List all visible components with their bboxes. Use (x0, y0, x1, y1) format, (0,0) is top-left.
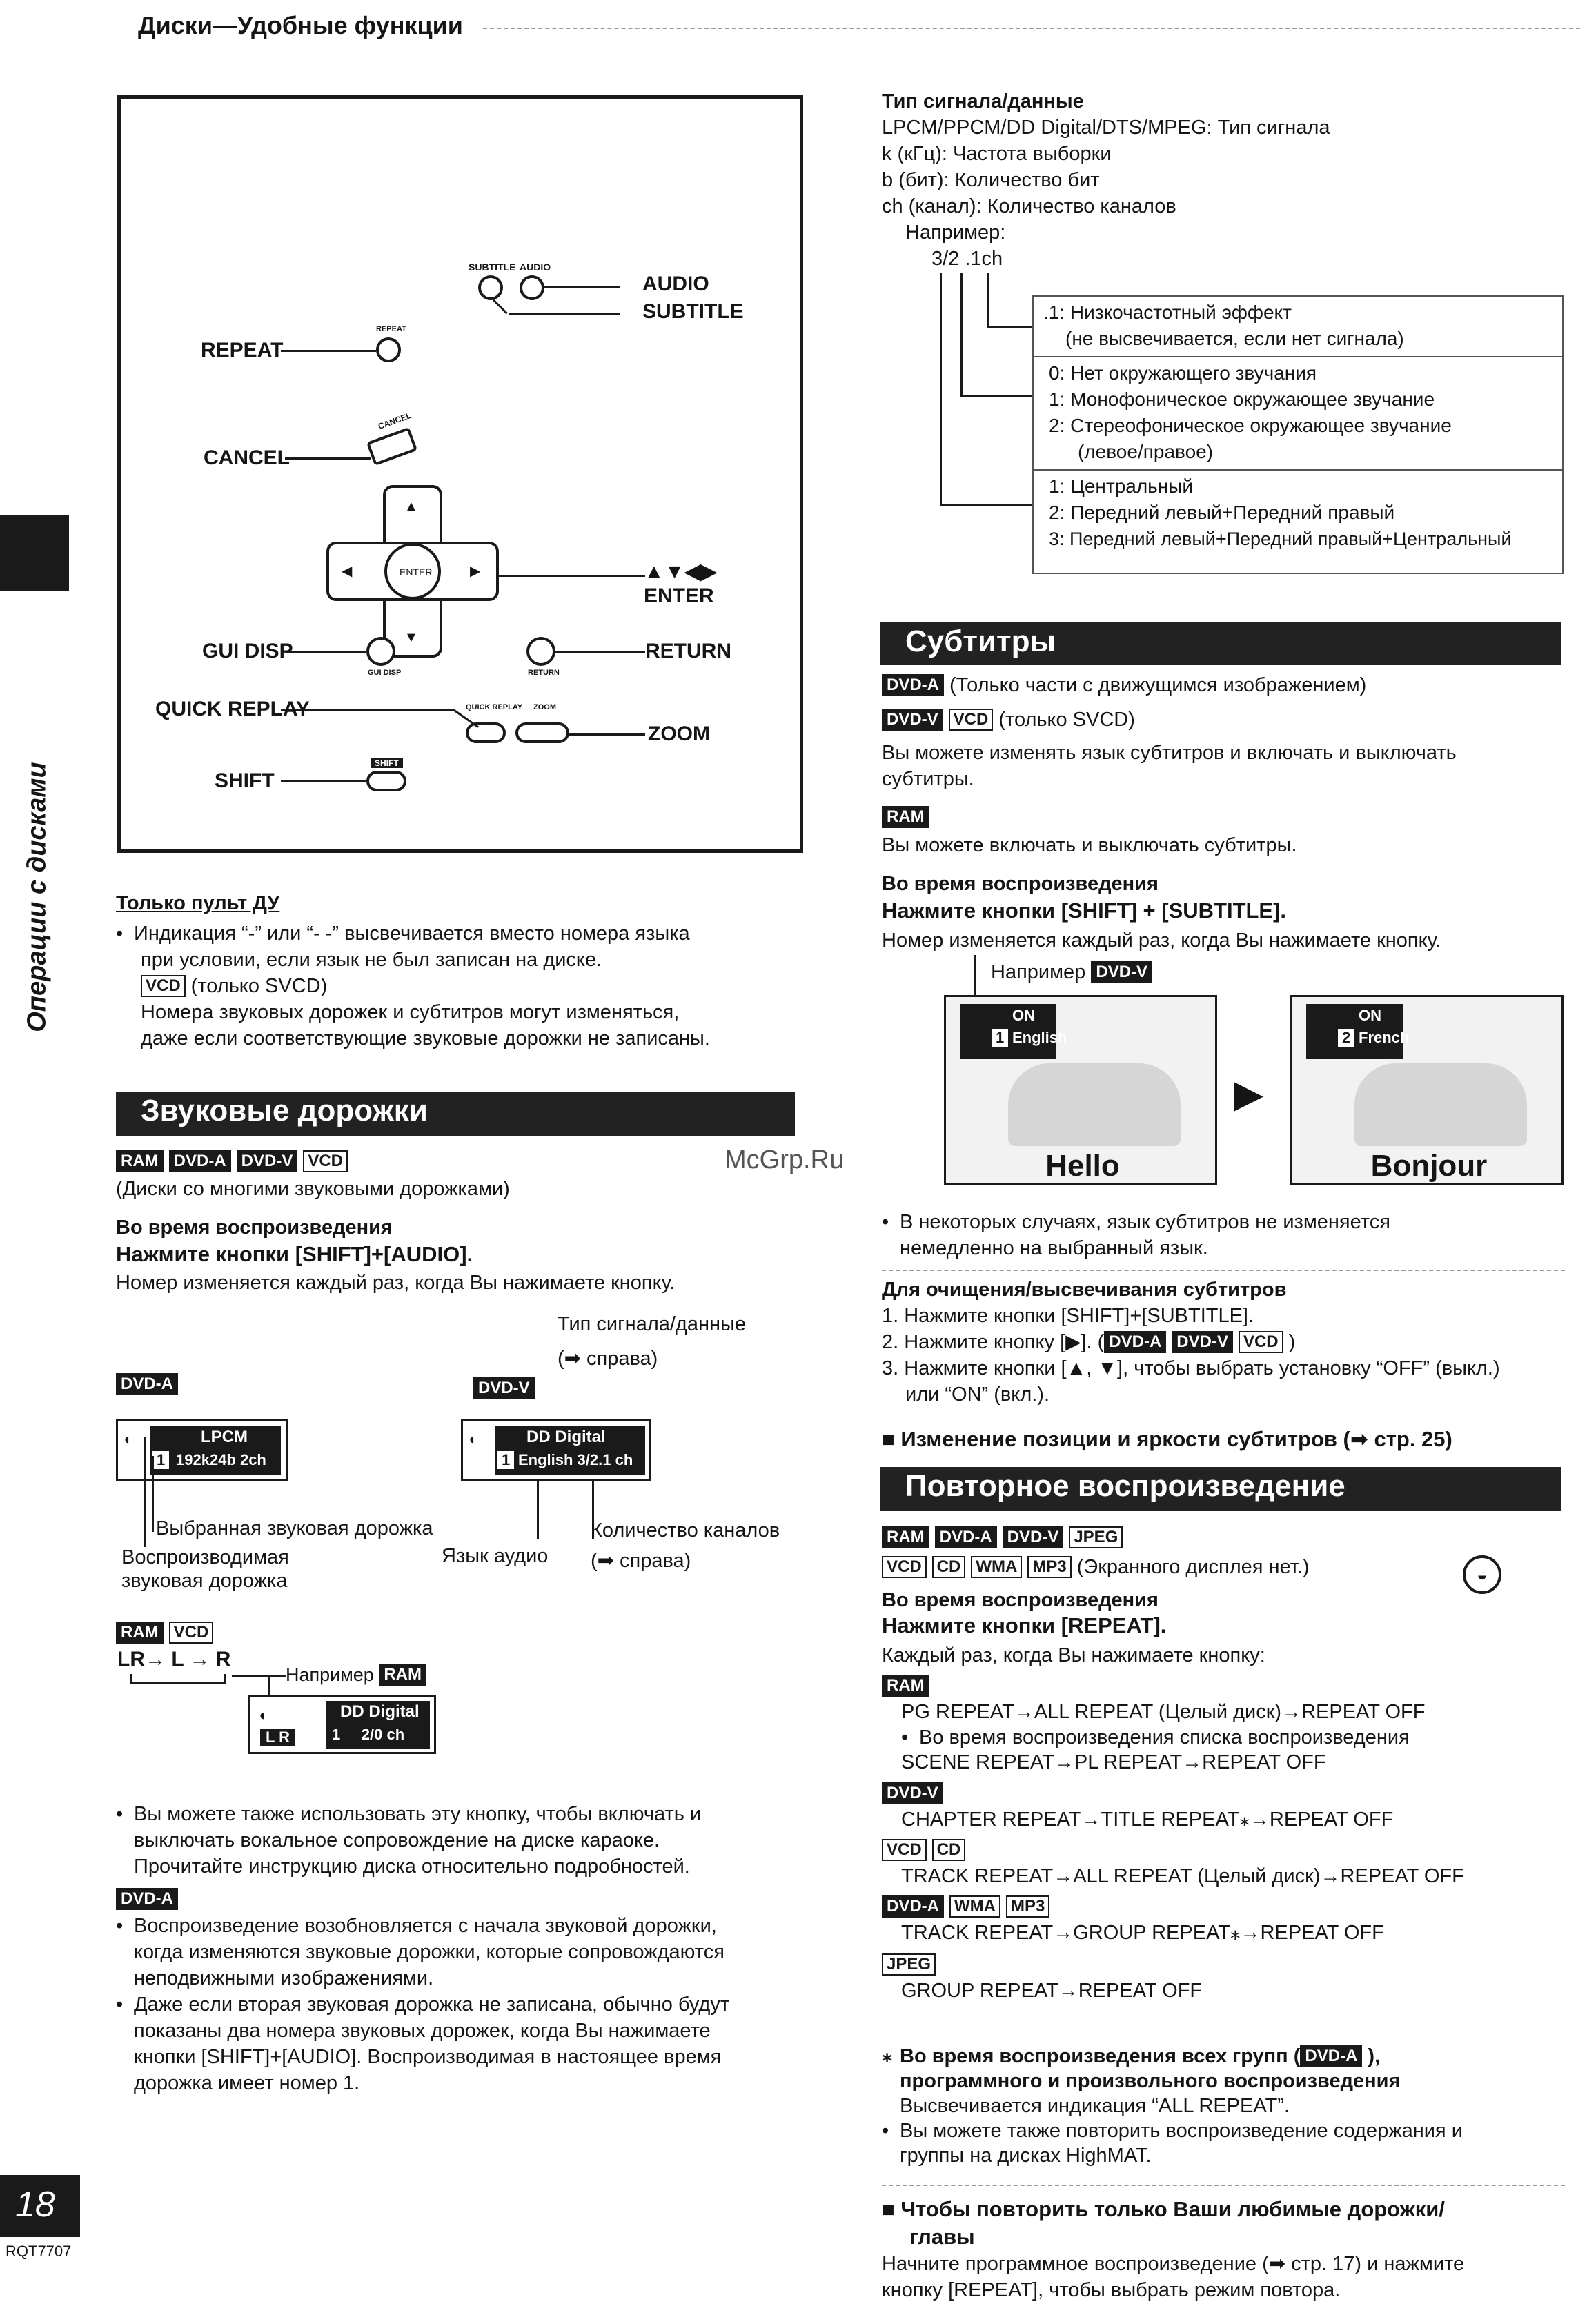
square-bullet-icon: ■ (882, 1427, 901, 1451)
shift-label: SHIFT (215, 769, 275, 792)
example-label: Например RAM (286, 1662, 432, 1688)
subtitle-label: SUBTITLE (642, 300, 744, 323)
enter-button-label: ENTER (400, 567, 433, 578)
page-header-title: Диски—Удобные функции (138, 11, 463, 39)
audio-during-heading: Во время воспроизведения (116, 1217, 393, 1239)
subs-delay-note: • В некоторых случаях, язык субтитров не изменяется немедленно на выбранный язык. (882, 1211, 1390, 1259)
shift-button[interactable] (366, 771, 406, 791)
favorite-repeat-text: Начните программное воспроизведение (➡ стр. 17) и нажмите кнопку [REPEAT], чтобы выбрать режим повтора. (882, 2253, 1465, 2301)
audio-signal-ref: (➡ справа) (558, 1348, 658, 1370)
speaker-figures-icon (1008, 1063, 1181, 1146)
subs-dvdv-line: DVD-V VCD (только SVCD) (882, 707, 1135, 733)
selected-track-label: Выбранная звуковая дорожка (156, 1517, 433, 1539)
dvdv-badge: DVD-V (1172, 1331, 1233, 1353)
zoom-button-label: ZOOM (533, 703, 556, 711)
gui-disp-button-label: GUI DISP (368, 669, 402, 677)
return-label: RETURN (645, 640, 731, 662)
side-tab-block (0, 515, 69, 591)
subs-press-instruction: Нажмите кнопки [SHIFT] + [SUBTITLE]. (882, 898, 1287, 923)
vcd-badge: VCD (141, 975, 186, 997)
side-tab-label: Операции с дисками (22, 762, 52, 1032)
cancel-button[interactable] (366, 427, 417, 466)
repeat-label: REPEAT (201, 339, 284, 362)
square-bullet-icon: ■ (882, 2197, 901, 2221)
playing-track-label: Воспроизводимая звуковая дорожка (121, 1546, 289, 1592)
remote-diagram (117, 95, 803, 853)
audio-tracks-section-title: Звуковые дорожки (116, 1092, 795, 1136)
gui-disp-label: GUI DISP (202, 640, 293, 662)
zoom-label: ZOOM (648, 722, 710, 745)
next-arrow-icon: ▶ (1234, 1072, 1264, 1115)
karaoke-note: • Вы можете также использовать эту кнопку, чтобы включать и выключать вокальное сопровождение на диске караоке. Прочитайте инструкцию диска относительно подробностей. (116, 1803, 702, 1878)
return-button[interactable] (526, 637, 555, 666)
dvda-badge-2: DVD-A (116, 1888, 184, 1910)
audio-language-label: Язык аудио (442, 1545, 549, 1567)
subs-changes-note: Номер изменяется каждый раз, когда Вы нажимаете кнопку. (882, 929, 1441, 952)
channel-count-label: Количество каналов (➡ справа) (591, 1519, 780, 1572)
cancel-button-label: CANCEL (377, 410, 413, 432)
signal-heading: Тип сигнала/данные (882, 90, 1084, 112)
repeat-button-label: REPEAT (376, 325, 406, 333)
speaker-icon: ◖ (122, 1430, 132, 1448)
left-arrow-icon[interactable]: ◀ (342, 564, 353, 579)
dvda-audio-notes: • Воспроизведение возобновляется с начала звуковой дорожки, когда изменяются звуковые дорожки, которые сопровождаются неподвижными изображениями. • Даже если вторая звуковая дорожка не записана, обычно будут показаны два номера звуковых дорожек, когда Вы нажимаете кнопки [SHIFT]+[AUDIO]. Воспроизводимая в настоящее время дорожка имеет номер 1. (116, 1915, 730, 2094)
repeat-during-heading: Во время воспроизведения (882, 1589, 1159, 1611)
audio-label: AUDIO (642, 273, 709, 295)
repeat-badges-2: VCD CD WMA MP3 (Экранного дисплея нет.) (882, 1554, 1310, 1580)
audio-discs-note: (Диски со многими звуковыми дорожками) (116, 1178, 510, 1200)
remote-only-heading: Только пульт ДУ (116, 892, 280, 914)
subs-example-label: Например DVD-V (991, 959, 1158, 985)
header-divider (483, 28, 1580, 29)
dvda-badge: DVD-A (1300, 2045, 1362, 2067)
signal-definitions: LPCM/PPCM/DD Digital/DTS/MPEG: Тип сигнала k (кГц): Частота выборки b (бит): Количество бит ch (канал): Количество каналов Например: (882, 117, 1330, 244)
repeat-badges-1: RAM DVD-A DVD-V JPEG (882, 1526, 1128, 1548)
clear-subs-heading: Для очищения/высвечивания субтитров (882, 1279, 1287, 1301)
audio-button-label: AUDIO (520, 262, 551, 273)
subtitles-section-title: Субтитры (880, 622, 1561, 665)
speaker-icon: ◖ (257, 1706, 267, 1724)
dvda-badge: DVD-A (1104, 1331, 1166, 1353)
speaker-icon: ◖ (467, 1430, 477, 1448)
quick-replay-label: QUICK REPLAY (155, 698, 310, 720)
clear-subs-steps: 1. Нажмите кнопки [SHIFT]+[SUBTITLE]. 2. Нажмите кнопку [▶]. ( DVD-A DVD-V VCD ) 3. Нажмите кнопки [▲, ▼], чтобы выбрать установку “OFF” (выкл.) или “ON” (вкл.). (882, 1305, 1500, 1406)
repeat-section-title: Повторное воспроизведение (880, 1467, 1561, 1511)
signal-legend-box: .1: Низкочастотный эффект (не высвечивается, если нет сигнала) 0: Нет окружающего звучания 1: Монофоническое окружающее звучание 2: Стереофоническое окружающее звучание (левое/правое) 1: Центральный 2: Передний левый+Передний правый 3: Передний левый+Передний правый+Центральный (1032, 295, 1564, 574)
subs-can-change: Вы можете изменять язык субтитров и включать и выключать субтитры. (882, 742, 1457, 790)
dvdv-audio-display: ◖ DD Digital 1 English 3/2.1 ch (461, 1419, 651, 1481)
return-button-label: RETURN (528, 669, 560, 677)
remote-only-note: • Индикация “-” или “- -” высвечивается вместо номера языка при условии, если язык не был записан на диске. VCD (только SVCD) Номера звуковых дорожек и субтитров могут изменяться, даже если соответствующие звуковые дорожки не записаны. (116, 923, 710, 1050)
audio-disc-badges: RAM DVD-A DVD-V VCD (116, 1148, 353, 1174)
up-arrow-icon[interactable]: ▲ (404, 499, 418, 514)
audio-signal-title: Тип сигнала/данные (558, 1313, 746, 1335)
page-number: 18 (15, 2185, 55, 2225)
watermark: McGrp.Ru (724, 1145, 845, 1174)
lr-cycle: LR→ L → R (117, 1648, 231, 1671)
zoom-button[interactable] (515, 722, 569, 743)
repeat-press-instruction: Нажмите кнопки [REPEAT]. (882, 1613, 1167, 1637)
subtitle-example-hello: ON 1 English Hello (944, 995, 1217, 1185)
arrows-label: ▲▼◀▶ (644, 560, 717, 583)
repeat-each-press: Каждый раз, когда Вы нажимаете кнопку: (882, 1644, 1265, 1666)
repeat-notes: ⁎ Во время воспроизведения всех групп ( DVD-A ), программного и произвольного воспроизведения Высвечивается индикация “ALL REPEAT”. • Вы можете также повторить воспроизведение содержания и группы на дисках HighMAT. (882, 2045, 1463, 2167)
ram-audio-display: ◖ L R DD Digital 1 2/0 ch (248, 1695, 436, 1754)
cancel-label: CANCEL (204, 446, 290, 469)
subs-ram-badge: RAM (882, 806, 935, 828)
repeat-button[interactable] (376, 337, 401, 362)
subs-position-link[interactable]: ■ Изменение позиции и яркости субтитров (➡ стр. 25) (882, 1427, 1452, 1451)
repeat-modes: RAM PG REPEAT→ALL REPEAT (Целый диск)→REPEAT OFF • Во время воспроизведения списка воспроизведения SCENE REPEAT→PL REPEAT→REPEAT OFF DVD-V CHAPTER REPEAT→TITLE REPEAT⁎→REPEAT OFF VCD CD TRACK REPEAT→ALL REPEAT (Целый диск)→REPEAT OFF DVD-A WMA MP3 TRACK REPEAT→GROUP REPEAT⁎→REPEAT OFF JPEG GROUP REPEAT→REPEAT OFF (882, 1673, 1565, 2004)
enter-label: ENTER (644, 584, 714, 607)
dvda-badge: DVD-A (116, 1373, 184, 1395)
audio-press-instruction: Нажмите кнопки [SHIFT]+[AUDIO]. (116, 1242, 473, 1266)
right-arrow-icon[interactable]: ▶ (470, 564, 481, 579)
subtitle-button[interactable] (478, 275, 503, 300)
audio-button[interactable] (520, 275, 544, 300)
subs-during-heading: Во время воспроизведения (882, 873, 1159, 895)
quick-replay-button[interactable] (466, 722, 506, 743)
quick-replay-button-label: QUICK REPLAY (466, 703, 523, 711)
repeat-button-icon: ◒ (1463, 1555, 1501, 1594)
speaker-figures-icon (1354, 1063, 1527, 1146)
dpad[interactable] (326, 485, 499, 658)
dvdv-badge: DVD-V (473, 1377, 540, 1399)
subs-dvda-line: DVD-A (Только части с движущимся изображением) (882, 672, 1366, 698)
favorite-repeat-heading: ■ Чтобы повторить только Ваши любимые дорожки/ главы (882, 2197, 1445, 2249)
vcd-badge: VCD (1239, 1331, 1283, 1353)
subs-ram-note: Вы можете включать и выключать субтитры. (882, 834, 1297, 856)
subtitle-example-bonjour: ON 2 French Bonjour (1290, 995, 1564, 1185)
audio-changes-note: Номер изменяется каждый раз, когда Вы нажимаете кнопку. (116, 1272, 676, 1294)
channel-code-example: 3/2 .1ch (931, 248, 1003, 270)
gui-disp-button[interactable] (366, 637, 395, 666)
subtitle-button-label: SUBTITLE (469, 262, 516, 273)
model-code: RQT7707 (6, 2243, 72, 2260)
dvda-audio-display: ◖ LPCM 1 192k24b 2ch (116, 1419, 288, 1481)
down-arrow-icon[interactable]: ▼ (404, 630, 418, 645)
shift-button-label: SHIFT (371, 758, 403, 768)
ram-vcd-badges: RAM VCD (116, 1622, 219, 1644)
